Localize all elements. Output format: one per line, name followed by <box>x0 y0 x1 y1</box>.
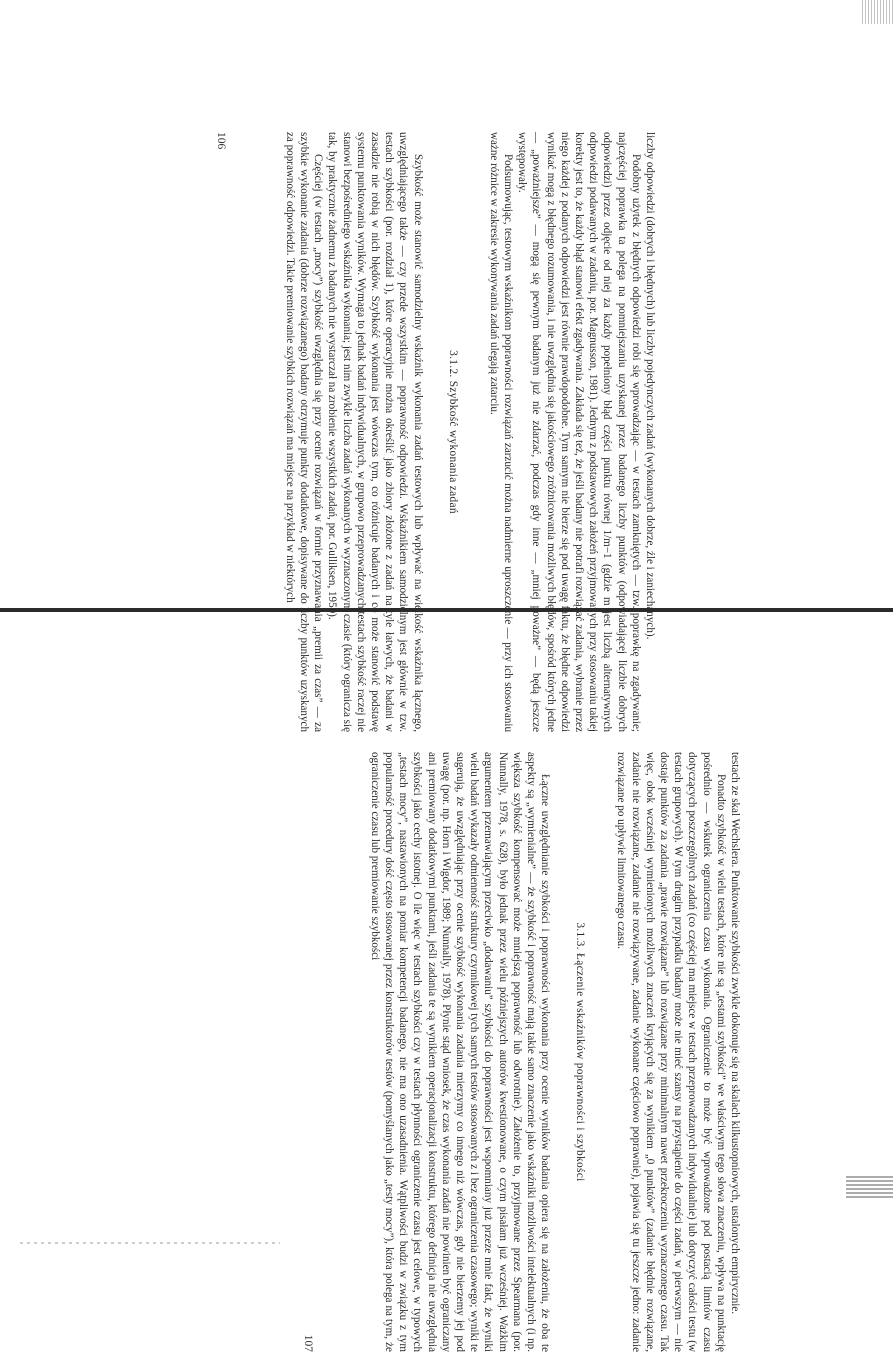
page-106 <box>215 132 657 732</box>
paragraph: Podsumowując, testowym wskaźnikom poprawności rozwiązań zarzucić można nadmierne uproszczenie — przy ich stosowaniu ważne różnice w zakresie wykonywania zadań ulegają zatarciu. <box>487 132 514 732</box>
scan-artifact <box>862 0 893 24</box>
paragraph: Częściej (w testach „mocy”) szybkość uwzględnia się przy ocenie rozwiązań w formie przyznawania „premii za czas” — za szybkie wykonanie zadania (dobrze rozwiązanego) badany otrzymuje punkty dodatkowe, dopisywane do liczby punktów uzyskanych za poprawność odpowiedzi. Takie premiowanie szybkich rozwiązań ma miejsce na przykład w niektórych <box>283 132 325 732</box>
paragraph: Szybkość może stanowić samodzielny wskaźnik wykonania zadań testowych lub wpływać na wielkość wskaźnika łącznego, uwzględniającego także — czy przede wszystkim — poprawność odpowiedzi. Wskaźnikiem samodzielnym jest głównie w tzw. testach szybkości (por. rozdział 1), które operacyjnie można określić jako zbiory złożone z zadań na tyle łatwych, że badani w zasadzie nie robią w nich błędów. Szybkość wykonania jest wówczas tym, co różnicuje badanych i co może stanowić podstawę systemu punktowania wyników. Wymaga to jednak badań indywidualnych, w grupowo przeprowadzanych testach szybkość raczej nie stanowi bezpośredniego wskaźnika wykonania; jest nim zwykle liczba zadań wykonanych w wyznaczonym czasie (który ogranicza się tak, by praktycznie żadnemu z badanych nie wystarczał na zrobienie wszystkich zadań, por. Gulliksen, 1950). <box>326 132 424 732</box>
paragraph: Ponadto szybkość w wielu testach, które nie są „testami szybkości” we właściwym tego słowa znaczeniu, wpływa na punktację pośrednio — wskutek ograniczenia czasu wykonania. Ograniczenie to może być wprowadzone pod postacią limitów czasu dotyczących poszczególnych zadań (co częściej ma miejsce w testach przeprowadzanych indywidualnie) lub dotyczyć całości testu (w testach grupowych). W tym drugim przypadku badany może nie mieć szansy na przystąpienie do części zadań, w pierwszym — nie dostaje punktów za zadania „prawie rozwiązane” lub rozwiązane przy minimalnym nawet przekroczeniu wyznaczonego czasu. Tak więc, obok wcześniej wymienionych możliwych znaczeń kryjących się za wynikiem „0 punktów” (zadanie błędnie rozwiązane, zadanie nie rozwiązane, zadanie nie rozwiązywane, zadanie wykonane częściowo poprawnie), pojawia się tu jeszcze jedno: zadanie rozwiązane po upływie limitowanego czasu. <box>615 752 727 1352</box>
section-heading: 3.1.3. Łączenie wskaźników poprawności i szybkości <box>574 922 587 1182</box>
scan-artifact <box>846 1174 893 1198</box>
section-heading: 3.1.2. Szybkość wykonania zadań <box>446 350 459 514</box>
paragraph: Łączne uwzględnianie szybkości i poprawności wykonania przy ocenie wyników badania opiera się na założeniu, że oba te aspekty są „wymienialne” — że szybkość i poprawność mają takie samo znaczenie jako wskaźniki możliwości intelektualnych (i np. większa szybkość kompensować może mniejszą poprawność lub odwrotnie). Założenie to, przyjmowane przez Spearmana (por. Nunnally, 1978, s. 628), było jednak przez wielu późniejszych autorów kwestionowane, o czym pisałam już wcześniej. Ważkim argumentem przemawiającym przeciwko „dodawaniu” szybkości do poprawności jest wspomniany już przeze mnie fakt, że wyniki wielu badań wykazały odmienność struktury czynnikowej tych samych testów stosowanych z i bez ograniczenia czasowego; wyniki te sugerują, że uwzględniając przy ocenie szybkość wykonania zadania mierzymy co innego niż wówczas, gdy nie bierzemy jej pod uwagę (por. np. Horn i Wigdor, 1989; Nunnally, 1978). Płynie stąd wniosek, że czas wykonania zadań nie powinien być ograniczany ani premiowany dodatkowymi punktami, jeśli zadania te są wynikiem operacjonalizacji konstruktu, którego definicja nie uwzględnia szybkości jako cechy istotnej. O ile więc w testach szybkości czy w testach płynności ograniczenie czasu jest celowe, w typowych „testach mocy”, nastawionych na pomiar kompetencji badanego, nie ma ono uzasadnienia. Wątpliwości budzi w związku z tym popularność procedury dość często stosowanej przez konstruktorów testów (pomyślanych jako „testy mocy”), która polega na tym, że ograniczenie czasu lub premiowanie szybkości <box>368 752 552 1352</box>
paragraph: Podobny użytek z błędnych odpowiedzi robi się wprowadzając — w testach zamkniętych — tzw. poprawkę na zgadywanie; najczęściej poprawka ta polega na pomniejszaniu uzyskanej przez badanego liczby punktów (odpowiadającej liczbie dobrych odpowiedzi) przez odjęcie od niej za każdy popełniony błąd części punktu równej 1/m−1 (gdzie m jest liczbą alternatywnych odpowiedzi podawanych w zadaniu, por. Magnusson, 1981). Jednym z podstawowych założeń przyjmowanych przy stosowaniu takiej korekty jest to, że każdy błąd stanowi efekt zgadywania. Zakłada się też, że jeśli badany nie potrafi rozwiązać zadania, wybranie przez niego każdej z podanych odpowiedzi jest równie prawdopodobne. Tym samym nie bierze się pod uwagę faktu, że błędne odpowiedzi wynikać mogą z błędnego rozumowania, i nie uwzględnia się jakościowego zróżnicowania możliwych błędów, spośród których jedne — „poważniejsze” — mogą się pewnym badanym już nie zdarzać, podczas gdy inne — „mniej poważne” — będą jeszcze występowały. <box>516 132 642 732</box>
paragraph: testach ze skal Wechslera. Punktowanie szybkości zwykle dokonuje się na skalach kilkustopniowych, ustalonych empirycznie. <box>729 752 741 1315</box>
paragraph: liczby odpowiedzi (dobrych i błędnych) lub liczby pojedynczych zadań (wykonanych dobrze, źle i zaniechanych). <box>644 132 656 640</box>
page-number: 107 <box>302 1334 314 1352</box>
page-107 <box>302 752 742 1352</box>
page-number: 106 <box>215 132 227 150</box>
scan-artifact <box>20 1242 280 1244</box>
